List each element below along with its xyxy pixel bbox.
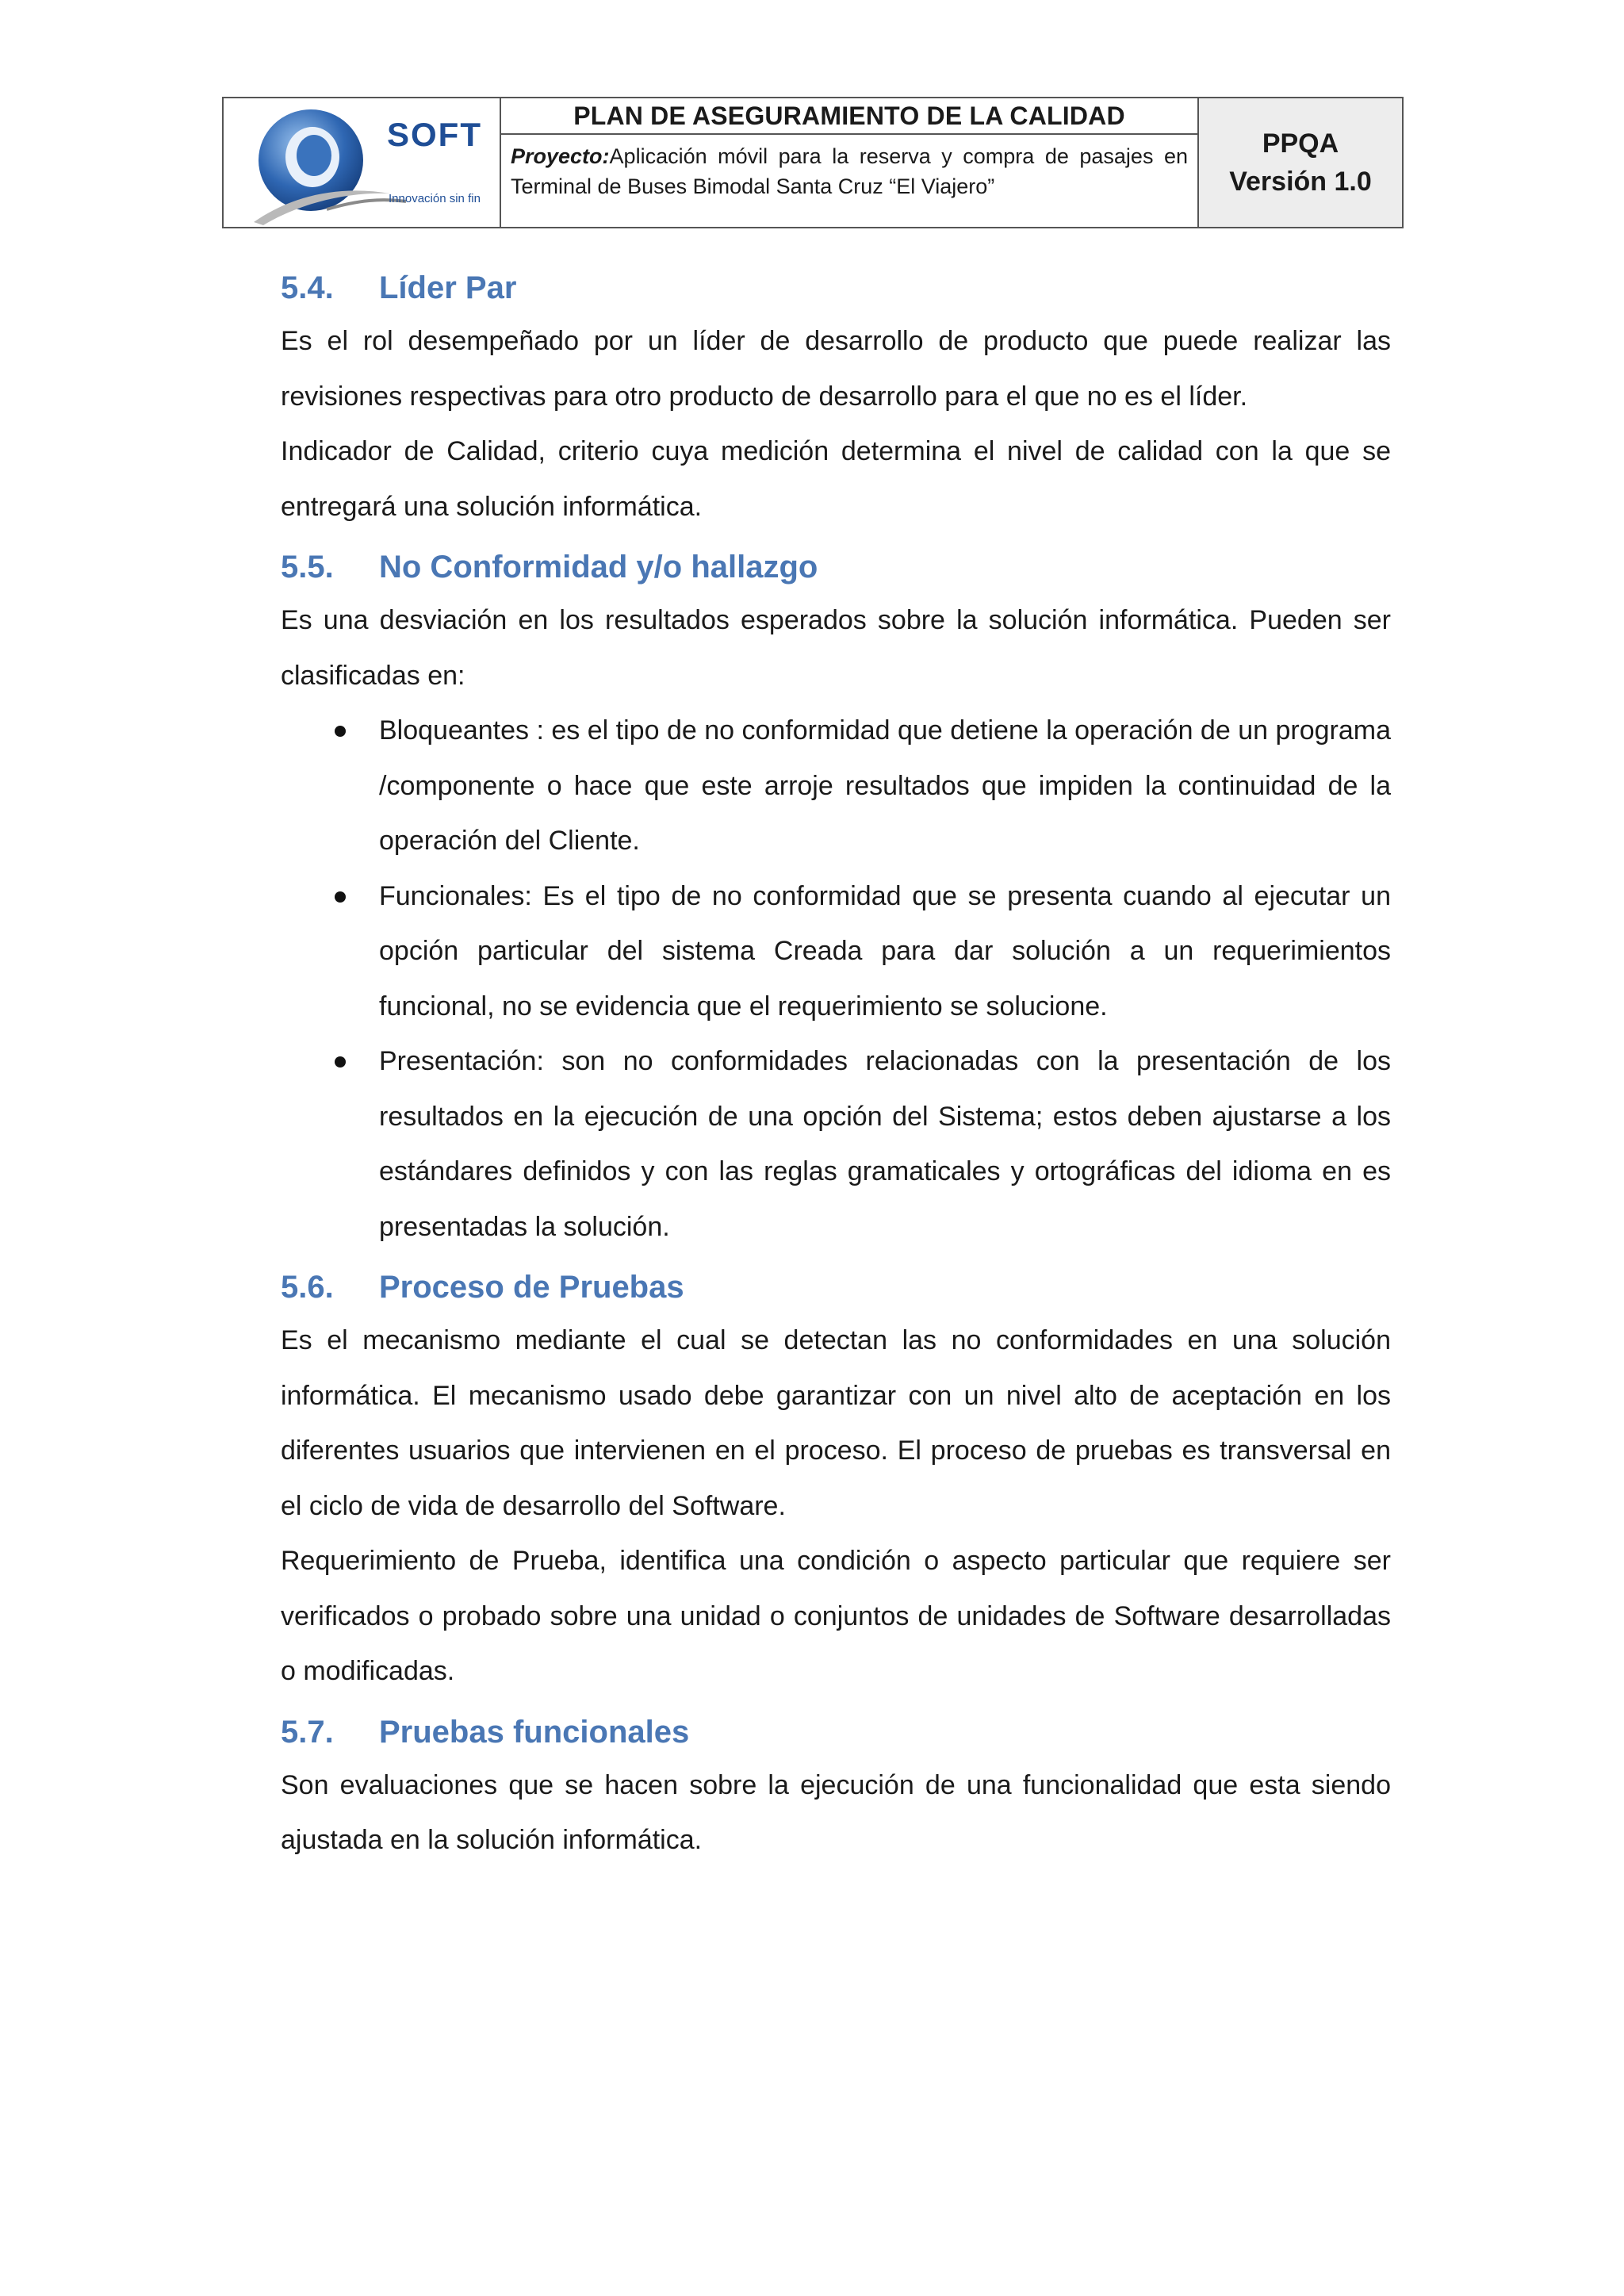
header-version-box <box>1199 98 1402 227</box>
document-body <box>281 262 1391 1869</box>
project-description <box>501 135 1197 201</box>
paragraph: Requerimiento de Prueba, identifica una condición o aspecto particular que requiere ser verificados o probado sobre una unidad o conjuntos de unidades de Software desarrolladas o modificadas. <box>281 1546 1391 1686</box>
document-header <box>222 97 1404 228</box>
document-title: PLAN DE ASEGURAMIENTO DE LA CALIDAD <box>501 98 1197 135</box>
section-title: Proceso de Pruebas <box>379 1270 684 1305</box>
header-center <box>501 98 1199 227</box>
document-code: PPQA <box>1262 128 1339 159</box>
list-item-text: Bloqueantes : es el tipo de no conformidad que detiene la operación de un programa /componente o hace que este arroje resultados que impiden la continuidad de la operación del Cliente. <box>379 715 1391 856</box>
paragraph: Indicador de Calidad, criterio cuya medición determina el nivel de calidad con la que se entregará una solución informática. <box>281 436 1391 522</box>
list-item-text: Presentación: son no conformidades relacionadas con la presentación de los resultados en la ejecución de una opción del Sistema; estos deben ajustarse a los estándares definidos y con las reglas gramaticales y ortográficas del idioma en es presentadas la solución. <box>379 1046 1391 1242</box>
section-title: Líder Par <box>379 270 517 305</box>
bullet-icon <box>335 726 346 737</box>
section-number: 5.4. <box>281 270 334 305</box>
section-title: Pruebas funcionales <box>379 1714 690 1750</box>
section-number: 5.5. <box>281 550 334 585</box>
list-item <box>281 703 1391 869</box>
section-heading-5-4 <box>281 262 1391 314</box>
logo-text: SOFT <box>387 116 482 153</box>
logo-tagline: Innovación sin fin <box>389 192 481 205</box>
section-heading-5-5 <box>281 541 1391 593</box>
paragraph: Es una desviación en los resultados esperados sobre la solución informática. Pueden ser clasificadas en: <box>281 605 1391 691</box>
company-logo <box>224 98 501 227</box>
paragraph: Es el mecanismo mediante el cual se detectan las no conformidades en una solución informática. El mecanismo usado debe garantizar con un nivel alto de aceptación en los diferentes usuarios que intervienen en el proceso. El proceso de pruebas es transversal en el ciclo de vida de desarrollo del Software. <box>281 1325 1391 1521</box>
bullet-icon <box>335 1056 346 1068</box>
project-text: Aplicación móvil para la reserva y compra de pasajes en Terminal de Buses Bimodal Santa Cruz “El Viajero” <box>511 144 1188 198</box>
section-number: 5.6. <box>281 1270 334 1305</box>
bullet-icon <box>335 891 346 903</box>
document-version: Versión 1.0 <box>1229 167 1372 197</box>
bullet-list <box>281 703 1391 1255</box>
paragraph: Es el rol desempeñado por un líder de desarrollo de producto que puede realizar las revisiones respectivas para otro producto de desarrollo para el que no es el líder. <box>281 326 1391 412</box>
section-title: No Conformidad y/o hallazgo <box>379 550 818 585</box>
list-item-text: Funcionales: Es el tipo de no conformidad que se presenta cuando al ejecutar un opción particular del sistema Creada para dar solución a un requerimientos funcional, no se evidencia que el requerimiento se solucione. <box>379 880 1391 1022</box>
section-heading-5-6 <box>281 1261 1391 1313</box>
project-label: Proyecto: <box>511 144 610 168</box>
list-item <box>281 1034 1391 1255</box>
list-item <box>281 869 1391 1035</box>
paragraph: Son evaluaciones que se hacen sobre la ejecución de una funcionalidad que esta siendo ajustada en la solución informática. <box>281 1769 1391 1855</box>
section-number: 5.7. <box>281 1714 334 1750</box>
section-heading-5-7 <box>281 1706 1391 1758</box>
